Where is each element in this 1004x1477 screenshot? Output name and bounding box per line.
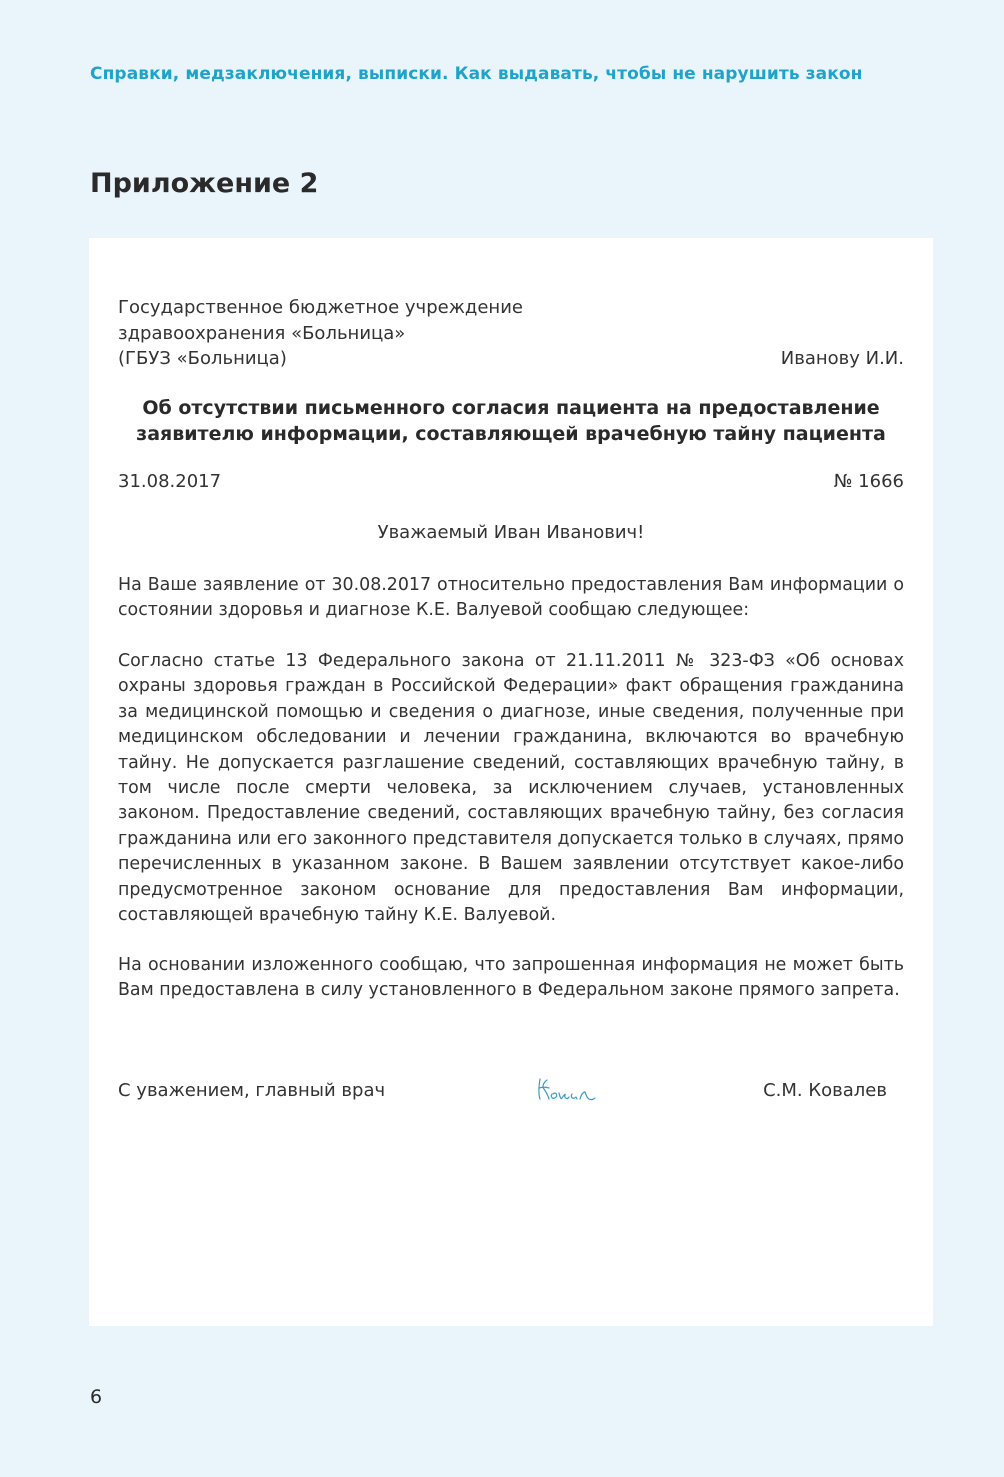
body-paragraph: Согласно статье 13 Федерального закона от 21.11.2011 № 323-ФЗ «Об основах охраны здоровья граждан в Российской Федерации» факт обращения гражданина за медицинской помощью и сведения о диагнозе, иные сведения, полученные при медицинском обследовании и лечении гражданина, включаются во врачебную тайну. Не допускается разглашение сведений, составляющих врачебную тайну, в том числе после смерти человека, за исключением случаев, установленных законом. Предоставление сведений, составляющих врачебную тайну, без согласия гражданина или его законного представителя допускается только в случаях, прямо перечисленных в указанном законе. В Вашем заявлении отсутствует какое-либо предусмотренное законом основание для предоставления Вам информации, составляющей врачебную тайну К.Е. Валуевой. — [118, 651, 904, 926]
running-header: Справки, медзаключения, выписки. Как выдавать, чтобы не нарушить закон — [90, 64, 863, 84]
body-paragraph: На Ваше заявление от 30.08.2017 относительно предоставления Вам информации о состоянии здоровья и диагнозе К.Е. Валуевой сообщаю следующее: — [118, 575, 904, 621]
closing-line: С уважением, главный врач — [118, 1080, 386, 1101]
page-number: 6 — [90, 1386, 103, 1408]
letter-date: 31.08.2017 — [118, 471, 222, 492]
signer-name: С.М. Ковалев — [763, 1080, 887, 1101]
organization-line: здравоохранения «Больница» — [118, 322, 406, 344]
letter-title: Об отсутствии письменного согласия пациента на предоставление заявителю информации, составляющей врачебную тайну пациента — [136, 397, 886, 445]
signature — [535, 1073, 605, 1107]
organization-line: Государственное бюджетное учреждение — [118, 297, 523, 318]
appendix-title: Приложение 2 — [90, 168, 319, 199]
organization-block — [118, 295, 523, 372]
addressee: Иванову И.И. — [780, 348, 904, 369]
body-paragraph: На основании изложенного сообщаю, что запрошенная информация не может быть Вам предоставлена в силу установленного в Федеральном законе прямого запрета. — [118, 955, 904, 1001]
organization-line: (ГБУЗ «Больница) — [118, 348, 287, 369]
letter-sheet — [89, 238, 933, 1326]
salutation: Уважаемый Иван Иванович! — [377, 522, 645, 543]
letter-number: № 1666 — [833, 471, 904, 492]
